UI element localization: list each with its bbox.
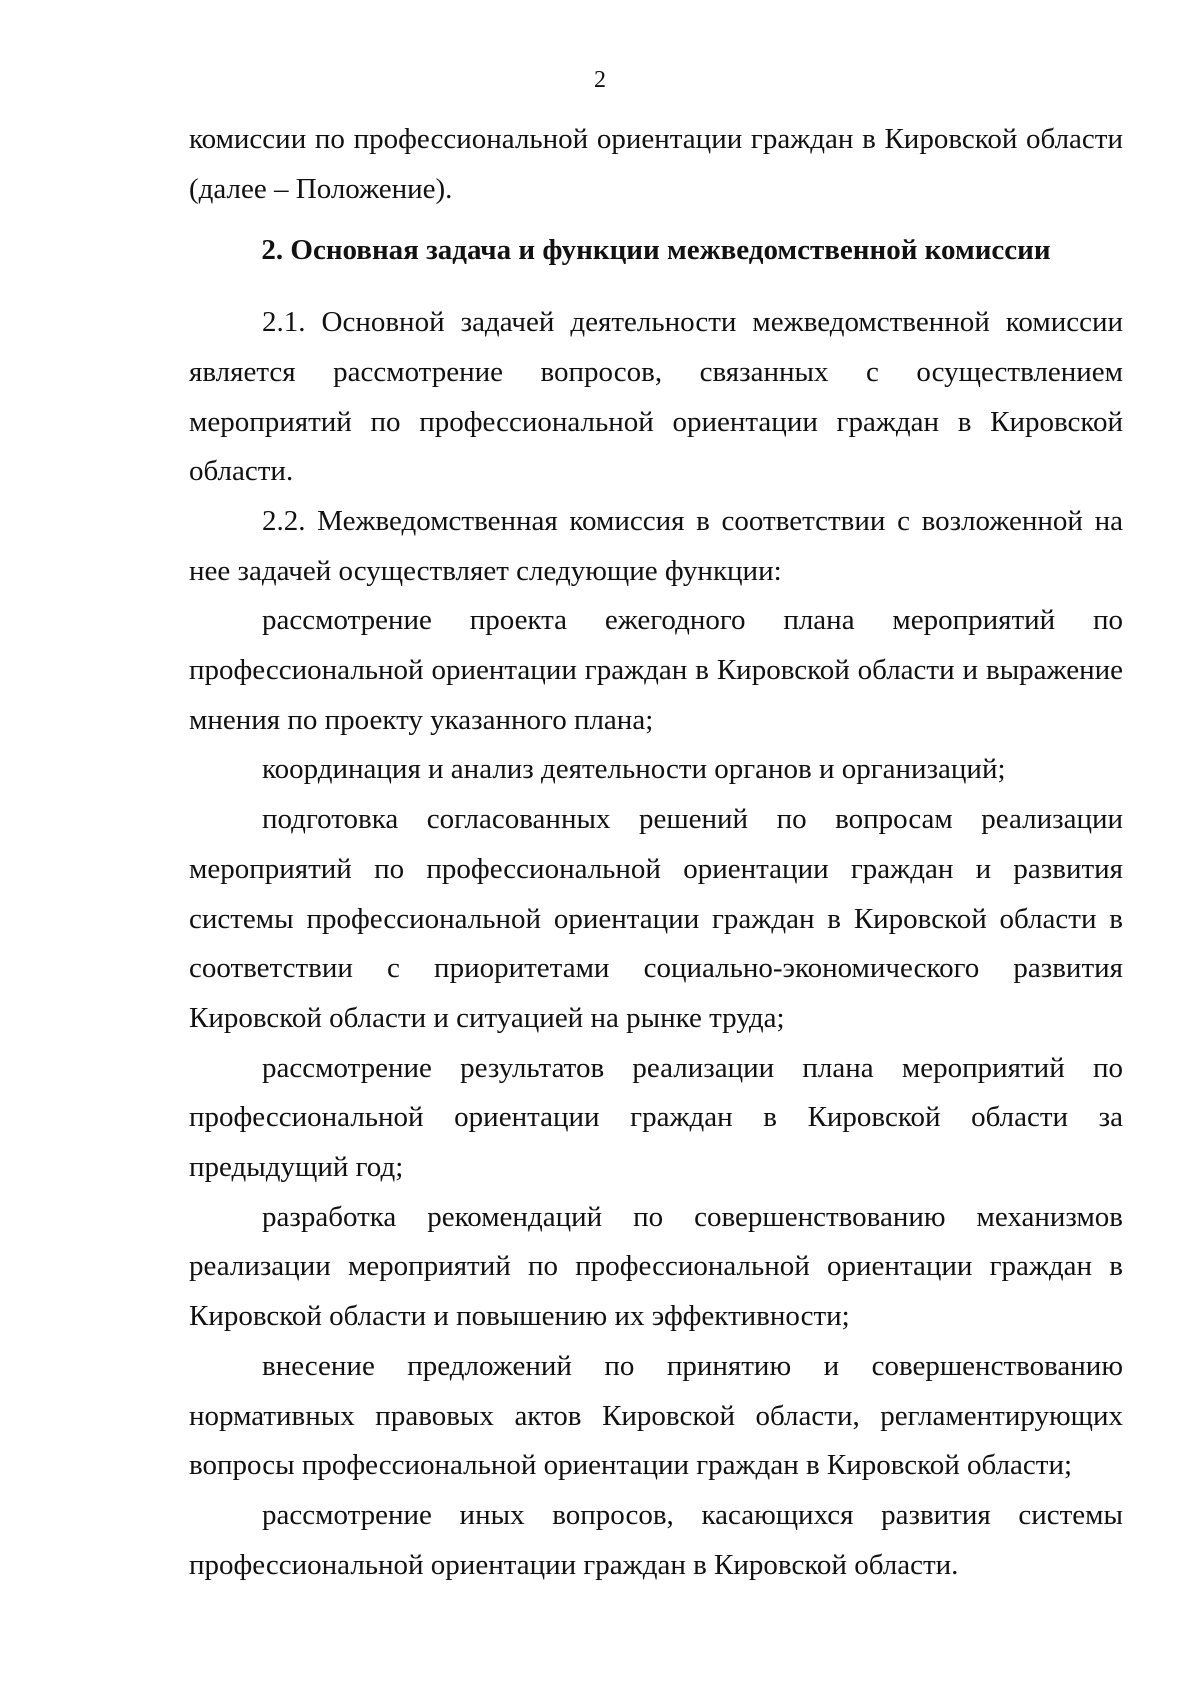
function-item-results-review: рассмотрение результатов реализации плана мероприятий по профессиональной ориентации граждан в Кировской области за предыдущий год; — [189, 1051, 1123, 1184]
function-item-decisions: подготовка согласованных решений по вопросам реализации мероприятий по профессиональной ориентации граждан и развития системы профессиональной ориентации граждан в Кировской области в соответствии с приоритетами социально-экономического развития Кировской области и ситуацией на рынке труда; — [189, 803, 1123, 1034]
function-item-recommendations: разработка рекомендаций по совершенствованию механизмов реализации мероприятий по профессиональной ориентации граждан в Кировской области и повышению их эффективности; — [189, 1200, 1123, 1333]
function-item-other-questions: рассмотрение иных вопросов, касающихся развития системы профессиональной ориентации граждан в Кировской области. — [189, 1498, 1123, 1581]
paragraph-2-2: 2.2. Межведомственная комиссия в соответствии с возложенной на нее задачей осуществляет следующие функции: — [189, 504, 1123, 587]
function-item-proposals: внесение предложений по принятию и совершенствованию нормативных правовых актов Кировской области, регламентирующих вопросы профессиональной ориентации граждан в Кировской области; — [189, 1349, 1123, 1482]
section-heading: 2. Основная задача и функции межведомственной комиссии — [261, 234, 1051, 267]
document-body — [189, 115, 1123, 1590]
function-item-plan-review: рассмотрение проекта ежегодного плана мероприятий по профессиональной ориентации граждан в Кировской области и выражение мнения по проекту указанного плана; — [189, 604, 1123, 736]
function-item-coordination: координация и анализ деятельности органов и организаций; — [262, 753, 1006, 786]
paragraph-2-1: 2.1. Основной задачей деятельности межведомственной комиссии является рассмотрение вопросов, связанных с осуществлением мероприятий по профессиональной ориентации граждан в Кировской области. — [189, 306, 1123, 488]
page-number: 2 — [594, 67, 606, 93]
intro-paragraph: комиссии по профессиональной ориентации граждан в Кировской области (далее – Положение). — [189, 123, 1123, 205]
